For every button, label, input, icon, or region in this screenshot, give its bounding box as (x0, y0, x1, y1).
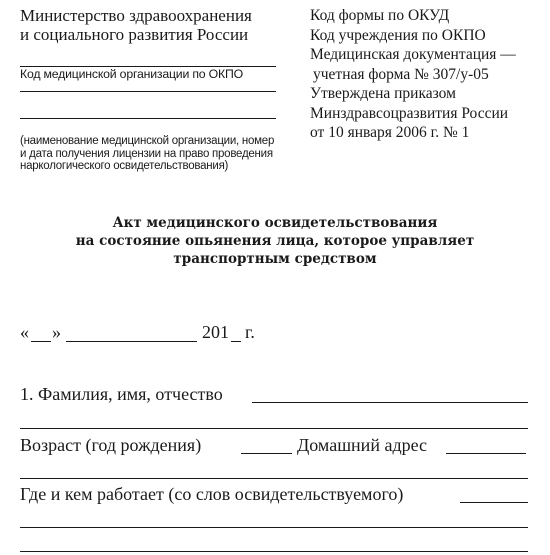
fio-field[interactable] (252, 402, 528, 403)
date-year-suffix: г. (245, 322, 255, 342)
ministry-line-2: и социального развития России (20, 25, 249, 44)
form-info-form-number: учетная форма № 307/у-05 (313, 65, 489, 83)
form-info-order-date: от 10 января 2006 г. № 1 (310, 124, 470, 141)
org-name-note (20, 135, 274, 173)
okpo-label: Код медицинской организации по ОКПО (20, 67, 243, 81)
work-field[interactable] (460, 502, 528, 503)
form-info-approved: Утверждена приказом (310, 85, 456, 102)
date-day-field[interactable] (31, 341, 51, 342)
ministry-name (20, 6, 252, 44)
date-year-prefix: 201 (202, 322, 229, 342)
title-line-2: на состояние опьянения лица, которое управляет (75, 233, 475, 249)
address-label: Домашний адрес (297, 435, 428, 455)
org-note-line-3: наркологического освидетельствования) (20, 160, 229, 173)
form-info (310, 6, 516, 143)
form-info-ministry: Минздравсоцразвития России (310, 104, 509, 122)
org-name-line-2[interactable] (20, 118, 276, 119)
work-field-line-2[interactable] (20, 527, 528, 528)
title-line-1: Акт медицинского освидетельствования (112, 215, 438, 231)
document-title (0, 214, 550, 268)
form-info-okpo: Код учреждения по ОКПО (310, 26, 486, 44)
fio-field-line-2[interactable] (20, 428, 528, 429)
date-open-quote: « (20, 322, 29, 342)
address-field-line-2[interactable] (20, 478, 528, 479)
org-name-line-1[interactable] (20, 91, 276, 92)
age-field[interactable] (241, 453, 292, 454)
org-note-line-2: и дата получения лицензии на право проведения (20, 147, 273, 160)
form-info-okud: Код формы по ОКУД (310, 7, 450, 24)
age-label: Возраст (год рождения) (20, 435, 202, 455)
form-info-doc-type: Медицинская документация — (310, 46, 516, 63)
ministry-line-1: Министерство здравоохранения (20, 6, 252, 25)
fio-label: 1. Фамилия, имя, отчество (20, 384, 223, 404)
work-label: Где и кем работает (со слов освидетельствуемого) (20, 484, 404, 504)
date-month-field[interactable] (66, 341, 197, 342)
date-close-quote: » (52, 322, 61, 342)
work-field-line-3[interactable] (20, 551, 528, 552)
address-field[interactable] (446, 453, 526, 454)
date-year-digit-field[interactable] (231, 341, 241, 342)
title-line-3: транспортным средством (173, 251, 377, 267)
org-note-line-1: (наименование медицинской организации, номер (20, 135, 275, 147)
